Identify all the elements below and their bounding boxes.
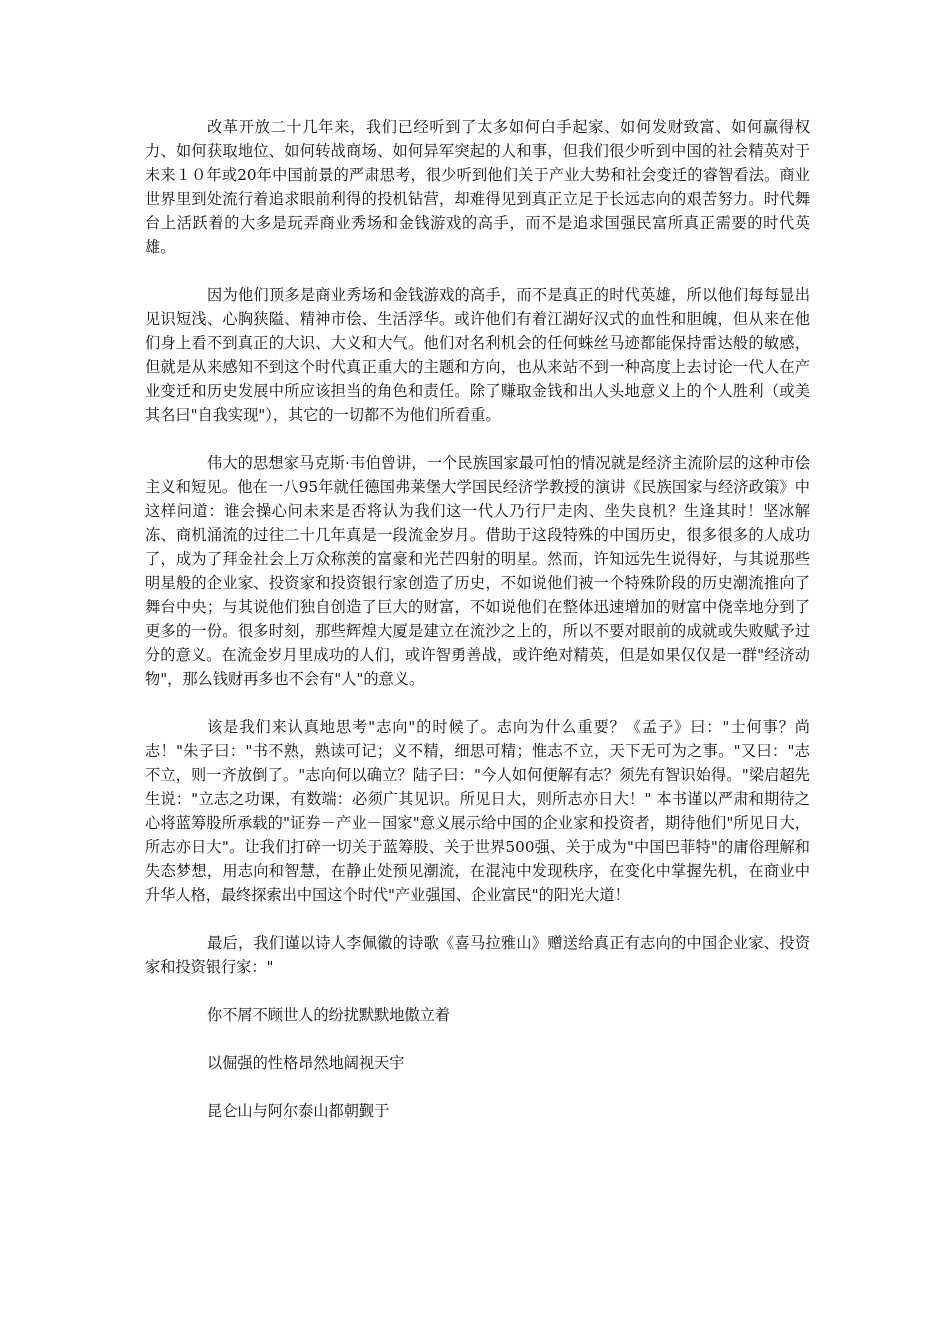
poem (145, 1003, 810, 1123)
paragraph-1: 改革开放二十几年来，我们已经听到了太多如何白手起家、如何发财致富、如何赢得权力、如何获取地位、如何转战商场、如何异军突起的人和事，但我们很少听到中国的社会精英对于未来１０年或20年中国前景的严肃思考，很少听到他们关于产业大势和社会变迁的睿智看法。商业世界里到处流行着追求眼前利得的投机钻营，却难得见到真正立足于长远志向的艰苦努力。时代舞台上活跃着的大多是玩弄商业秀场和金钱游戏的高手，而不是追求国强民富所真正需要的时代英雄。 (145, 118, 810, 256)
poem-line-3: 昆仑山与阿尔泰山都朝觐于 (207, 1102, 390, 1120)
paragraph-5: 最后，我们谨以诗人李佩徽的诗歌《喜马拉雅山》赠送给真正有志向的中国企业家、投资家和投资银行家：" (145, 934, 810, 976)
poem-line-1: 你不屑不顾世人的纷扰默默地傲立着 (207, 1006, 450, 1024)
paragraph-2: 因为他们顶多是商业秀场和金钱游戏的高手，而不是真正的时代英雄，所以他们每每显出见识短浅、心胸狭隘、精神市侩、生活浮华。或许他们有着江湖好汉式的血性和胆魄，但从来在他们身上看不到真正的大识、大义和大气。他们对名利机会的任何蛛丝马迹都能保持雷达般的敏感，但就是从来感知不到这个时代真正重大的主题和方向，也从来站不到一种高度上去讨论一代人在产业变迁和历史发展中所应该担当的角色和责任。除了赚取金钱和出人头地意义上的个人胜利（或美其名曰"自我实现"），其它的一切都不为他们所看重。 (145, 286, 810, 424)
document-body (145, 115, 810, 1147)
paragraph-3: 伟大的思想家马克斯·韦伯曾讲，一个民族国家最可怕的情况就是经济主流阶层的这种市侩主义和短见。他在一八95年就任德国弗莱堡大学国民经济学教授的演讲《民族国家与经济政策》中这样问道：谁会操心问未来是否将认为我们这一代人乃行尸走肉、坐失良机？生逢其时！坚冰解冻、商机涌流的过往二十几年真是一段流金岁月。借助于这段特殊的中国历史，很多很多的人成功了，成为了拜金社会上万众称羡的富豪和光芒四射的明星。然而，许知远先生说得好，与其说那些明星般的企业家、投资家和投资银行家创造了历史，不如说他们被一个特殊阶段的历史潮流推向了舞台中央；与其说他们独自创造了巨大的财富，不如说他们在整体迅速增加的财富中侥幸地分到了更多的一份。很多时刻，那些辉煌大厦是建立在流沙之上的，所以不要对眼前的成就或失败赋予过分的意义。在流金岁月里成功的人们，或许智勇善战，或许绝对精英，但是如果仅仅是一群"经济动物"，那么钱财再多也不会有"人"的意义。 (145, 454, 810, 688)
paragraph-4: 该是我们来认真地思考"志向"的时候了。志向为什么重要？《孟子》曰："士何事？尚志！"朱子曰："书不熟，熟读可记；义不精，细思可精；惟志不立，天下无可为之事。"又曰："志不立，则一齐放倒了。"志向何以确立？陆子曰："今人如何便解有志？须先有智识始得。"梁启超先生说："立志之功课，有数端：必须广其见识。所见日大，则所志亦日大！" 本书谨以严肃和期待之心将蓝筹股所承载的"证券－产业－国家"意义展示给中国的企业家和投资者，期待他们"所见日大，所志亦日大"。让我们打碎一切关于蓝筹股、关于世界500强、关于成为"中国巴菲特"的庸俗理解和失态梦想，用志向和智慧，在静止处预见潮流，在混沌中发现秩序，在变化中掌握先机，在商业中升华人格，最终探索出中国这个时代"产业强国、企业富民"的阳光大道！ (145, 718, 810, 904)
poem-line-2: 以倔强的性格昂然地阔视天宇 (207, 1054, 405, 1072)
